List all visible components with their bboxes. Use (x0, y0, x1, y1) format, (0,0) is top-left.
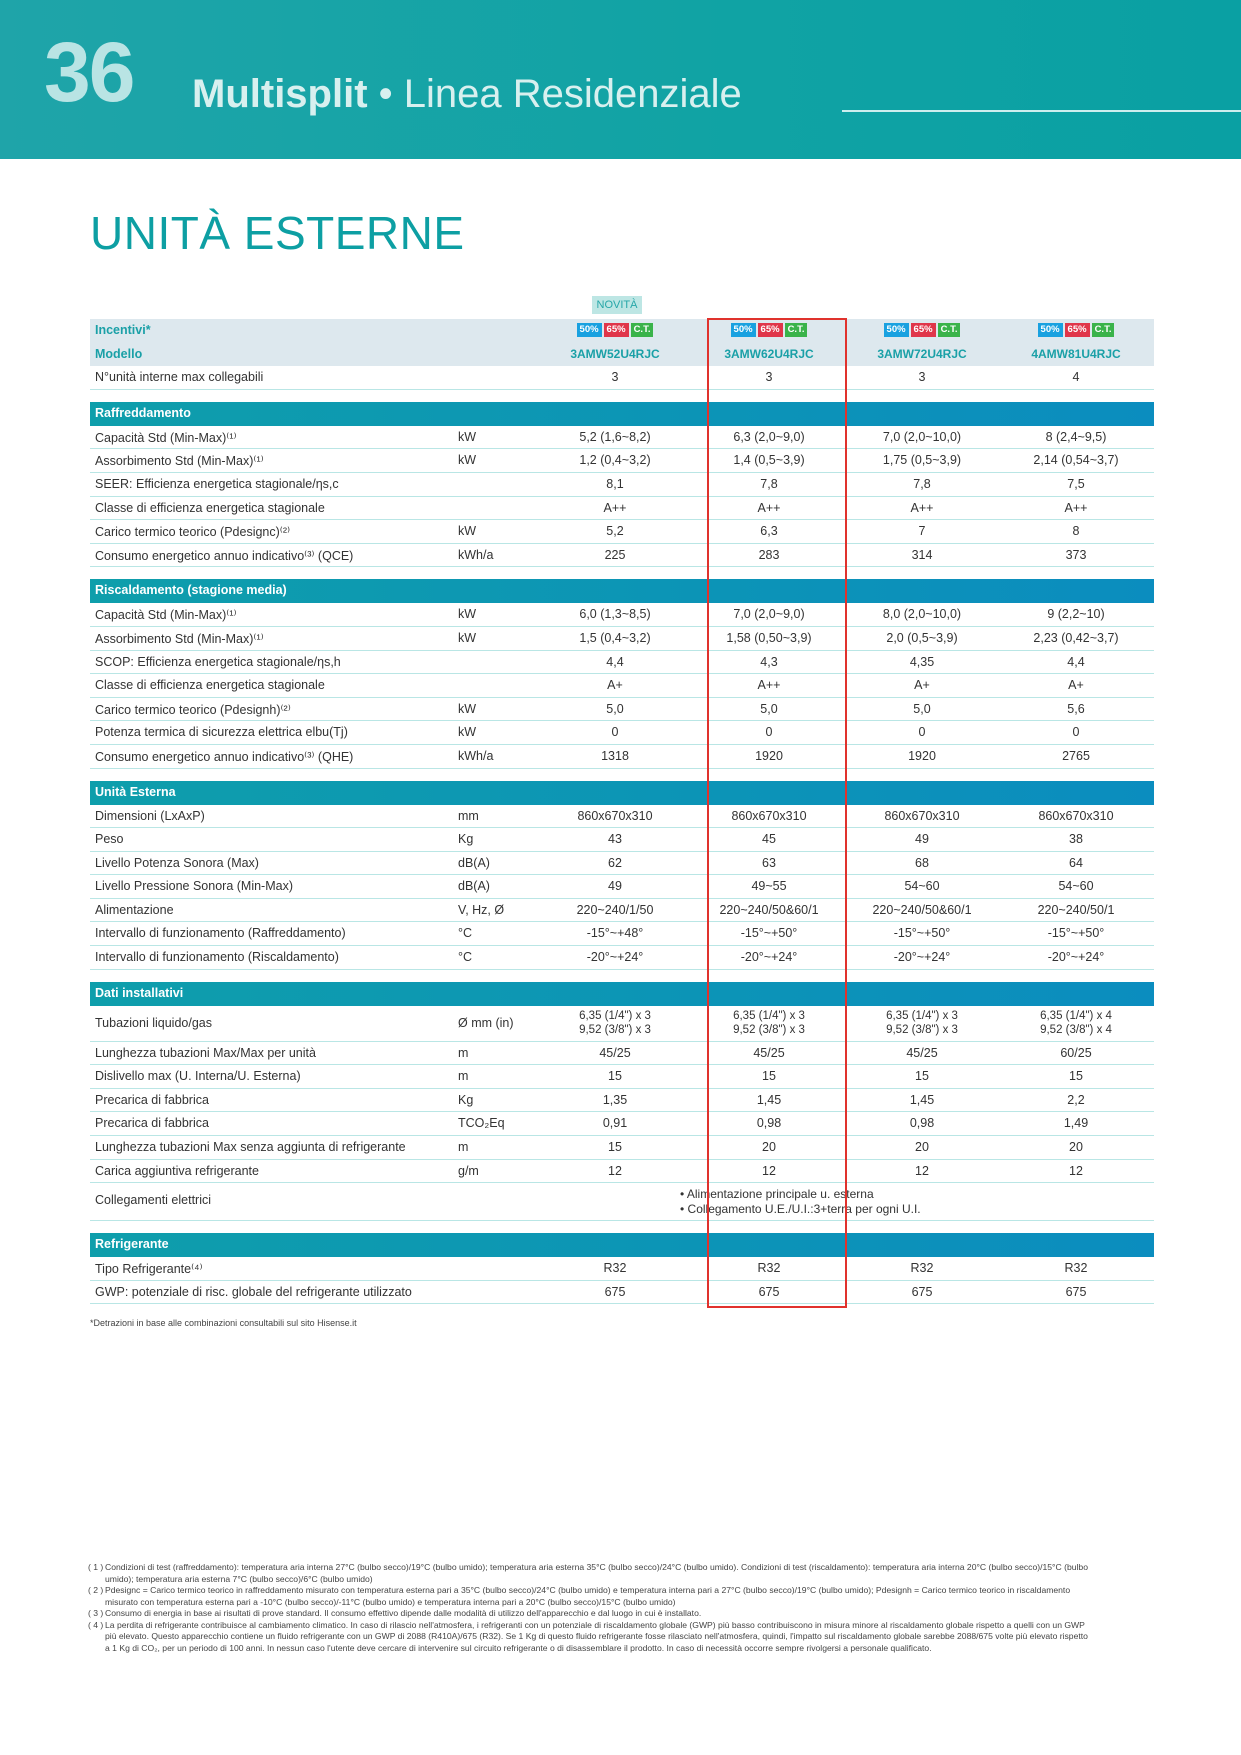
incentives-row (90, 319, 1154, 343)
row-unit: Kg (458, 832, 474, 847)
electrical-row (90, 1183, 1154, 1221)
cell-value: 220~240/50/1 (1037, 902, 1115, 917)
cell-value: 2,23 (0,42~3,7) (1033, 630, 1119, 645)
cell-value: 220~240/50&60/1 (719, 902, 819, 917)
incentive-badges (1016, 323, 1136, 337)
cell-value: A++ (757, 678, 781, 693)
cell-value: 2765 (1062, 748, 1090, 763)
cell-value: 62 (608, 855, 622, 870)
cell-value: 220~240/1/50 (576, 902, 654, 917)
cell-value: 15 (762, 1069, 776, 1084)
cell-value: 6,35 (1/4") x 3 9,52 (3/8") x 3 (733, 1009, 805, 1036)
cell-value: 5,0 (606, 701, 624, 716)
cell-value: 283 (758, 547, 780, 562)
row-label: Lunghezza tubazioni Max/Max per unità (95, 1045, 316, 1060)
cell-value: 12 (608, 1163, 622, 1178)
cell-value: 20 (1069, 1140, 1083, 1155)
cell-value: 1,75 (0,5~3,9) (882, 453, 962, 468)
cell-value: 860x670x310 (1038, 808, 1114, 823)
incentive-footnote: *Detrazioni in base alle combinazioni consultabili sul sito Hisense.it (90, 1318, 357, 1328)
table-row (90, 745, 1154, 769)
model-name: 3AMW72U4RJC (877, 346, 967, 361)
table-row (90, 627, 1154, 651)
row-unit: kW (458, 725, 477, 740)
footnotes (88, 1562, 1088, 1654)
header-title (192, 72, 742, 117)
header-title-separator: • (367, 72, 404, 116)
row-label: Classe di efficienza energetica stagionale (95, 500, 325, 515)
cell-value: 675 (911, 1284, 933, 1299)
table-row (90, 1042, 1154, 1066)
cell-value: 7 (918, 524, 926, 539)
table-row (90, 1257, 1154, 1281)
cell-value: 860x670x310 (577, 808, 653, 823)
table-row (90, 366, 1154, 390)
row-unit: g/m (458, 1163, 479, 1178)
row-label: Carico termico teorico (Pdesignh)⁽²⁾ (95, 702, 291, 717)
table-row (90, 497, 1154, 521)
cell-value: 12 (915, 1163, 929, 1178)
cell-value: 6,3 (2,0~9,0) (733, 429, 805, 444)
spec-table (90, 319, 1154, 1304)
cell-value: R32 (910, 1261, 934, 1276)
cell-value: 675 (758, 1284, 780, 1299)
row-label: Carica aggiuntiva refrigerante (95, 1163, 259, 1178)
footnote-text: Consumo di energia in base ai risultati di prove standard. Il consumo effettivo dipende dalle modalità di utilizzo dell'apparecchio e dal luogo in cui è installato. (105, 1608, 702, 1618)
badge-50: 50% (1038, 323, 1063, 337)
category-header (90, 781, 1154, 805)
table-row (90, 1136, 1154, 1160)
row-label: Alimentazione (95, 902, 174, 917)
cell-value: 12 (762, 1163, 776, 1178)
table-row (90, 473, 1154, 497)
header-divider (842, 110, 1241, 112)
cell-value: 3 (918, 370, 926, 385)
table-row (90, 875, 1154, 899)
cell-value: 0 (1072, 725, 1080, 740)
table-row (90, 544, 1154, 568)
row-unit: dB(A) (458, 879, 490, 894)
cell-value: 0,98 (756, 1116, 782, 1131)
row-label: Intervallo di funzionamento (Riscaldamento) (95, 950, 339, 965)
row-label: Intervallo di funzionamento (Raffreddamento) (95, 926, 346, 941)
cell-value: R32 (757, 1261, 781, 1276)
footnote-number: ( 2 ) (88, 1585, 104, 1595)
badge-50: 50% (884, 323, 909, 337)
incentives-label: Incentivi* (95, 323, 151, 337)
cell-value: -20°~+24° (1047, 950, 1105, 965)
cell-value: 7,8 (760, 476, 778, 491)
row-label: N°unità interne max collegabili (95, 370, 264, 385)
category-title: Raffreddamento (95, 405, 191, 420)
cell-value: 20 (762, 1140, 776, 1155)
cell-value: -15°~+50° (893, 926, 951, 941)
header-band (0, 0, 1241, 159)
cell-value: -20°~+24° (740, 950, 798, 965)
table-row (90, 946, 1154, 970)
footnote-item (88, 1620, 1088, 1655)
section-title: UNITÀ ESTERNE (90, 207, 465, 259)
row-label: SEER: Efficienza energetica stagionale/ηs,c (95, 476, 339, 491)
cell-value: 4 (1072, 370, 1080, 385)
cell-value: 1318 (601, 748, 629, 763)
row-label: Consumo energetico annuo indicativo⁽³⁾ (QCE) (95, 548, 354, 563)
cell-value: 0 (918, 725, 926, 740)
cell-value: -15°~+48° (586, 926, 644, 941)
cell-value: 314 (911, 547, 933, 562)
cell-value: R32 (1064, 1261, 1088, 1276)
incentive-badges (709, 323, 829, 337)
row-unit: mm (458, 808, 479, 823)
table-row (90, 426, 1154, 450)
row-label: Classe di efficienza energetica stagionale (95, 678, 325, 693)
category-title: Refrigerante (95, 1237, 169, 1252)
cell-value: -15°~+50° (740, 926, 798, 941)
table-row (90, 852, 1154, 876)
cell-value: 1920 (755, 748, 783, 763)
cell-value: 0 (611, 725, 619, 740)
row-label: Livello Potenza Sonora (Max) (95, 855, 259, 870)
row-label: Potenza termica di sicurezza elettrica elbu(Tj) (95, 725, 348, 740)
row-label: SCOP: Efficienza energetica stagionale/ηs,h (95, 654, 341, 669)
cell-value: 49~55 (751, 879, 787, 894)
cell-value: 8 (1072, 524, 1080, 539)
cell-value: 0,91 (602, 1116, 628, 1131)
badge-50: 50% (577, 323, 602, 337)
cell-value: 3 (611, 370, 619, 385)
cell-value: 15 (915, 1069, 929, 1084)
badge-65: 65% (1065, 323, 1090, 337)
row-unit: kW (458, 524, 477, 539)
cell-value: 45 (762, 832, 776, 847)
cell-value: 1,35 (602, 1092, 628, 1107)
table-row (90, 674, 1154, 698)
table-row (90, 1065, 1154, 1089)
cell-value: 1,49 (1063, 1116, 1089, 1131)
row-unit: TCO₂Eq (458, 1116, 505, 1131)
footnote-number: ( 1 ) (88, 1562, 104, 1572)
table-row (90, 1006, 1154, 1042)
cell-value: A++ (757, 500, 781, 515)
table-row (90, 520, 1154, 544)
novita-badge: NOVITÀ (592, 296, 642, 314)
footnote-text: La perdita di refrigerante contribuisce al cambiamento climatico. In caso di rilascio nell'atmosfera, i refrigeranti con un potenziale di riscaldamento globale (GWP) più basso contribuiscono in misura minore al riscaldamento globale rispetto a quelli con un GWP più elevato. Questo apparecchio contiene un fluido refrigerante con un GWP di 2088 (R410A)/675 (R32). Se 1 Kg di questo fluido refrigerante fosse rilasciato nell'atmosfera, quindi, l'impatto sul riscaldamento globale sarebbe 2088/675 volte più elevato rispetto a 1 Kg di CO₂, per un periodo di 100 anni. In nessun caso l'utente deve cercare di intervenire sul circuito refrigerante o di disassemblare il prodotto. In caso di necessità occorre sempre rivolgersi a personale qualificato. (105, 1619, 1088, 1653)
cell-value: 8,1 (606, 476, 624, 491)
footnote-text: Condizioni di test (raffreddamento): temperatura aria interna 27°C (bulbo secco)/19°C (bulbo umido); temperatura aria esterna 35°C (bulbo secco)/24°C (bulbo umido). Condizioni di test (riscaldamento): temperatura aria interna 20°C (bulbo secco)/15°C (bulbo umido); temperatura aria esterna 7°C (bulbo secco)/6°C (bulbo umido) (105, 1562, 1088, 1584)
cell-value: -15°~+50° (1047, 926, 1105, 941)
cell-value: 60/25 (1060, 1045, 1092, 1060)
cell-value: 860x670x310 (884, 808, 960, 823)
cell-value: 0 (765, 725, 773, 740)
category-header (90, 982, 1154, 1006)
cell-value: -20°~+24° (586, 950, 644, 965)
cell-value: 4,4 (606, 654, 624, 669)
cell-value: 220~240/50&60/1 (872, 902, 972, 917)
row-unit: kWh/a (458, 547, 494, 562)
row-label: Peso (95, 832, 124, 847)
row-label: Capacità Std (Min-Max)⁽¹⁾ (95, 608, 237, 623)
model-label: Modello (95, 346, 143, 361)
cell-value: 1,45 (909, 1092, 935, 1107)
header-title-rest: Linea Residenziale (403, 72, 742, 116)
row-unit: °C (458, 950, 473, 965)
row-unit: kW (458, 701, 477, 716)
footnote-item (88, 1562, 1088, 1585)
table-row (90, 1089, 1154, 1113)
row-unit: m (458, 1045, 469, 1060)
cell-value: 1,4 (0,5~3,9) (733, 453, 805, 468)
model-name: 3AMW52U4RJC (570, 346, 660, 361)
row-unit: Kg (458, 1092, 474, 1107)
cell-value: A++ (1064, 500, 1088, 515)
row-label: Consumo energetico annuo indicativo⁽³⁾ (QHE) (95, 749, 354, 764)
badge-ct: C.T. (938, 323, 961, 337)
badge-ct: C.T. (1092, 323, 1115, 337)
table-row (90, 1281, 1154, 1305)
cell-value: 9 (2,2~10) (1047, 607, 1105, 622)
cell-value: 1,58 (0,50~3,9) (726, 630, 812, 645)
model-row (90, 343, 1154, 367)
cell-value: 5,0 (913, 701, 931, 716)
electrical-line: • Collegamento U.E./U.I.:3+terra per ogni U.I. (680, 1202, 921, 1217)
cell-value: 373 (1065, 547, 1087, 562)
table-row (90, 603, 1154, 627)
cell-value: 3 (765, 370, 773, 385)
table-row (90, 805, 1154, 829)
row-unit: kW (458, 630, 477, 645)
cell-value: A+ (607, 678, 623, 693)
cell-value: 49 (915, 832, 929, 847)
category-title: Dati installativi (95, 985, 184, 1000)
row-label: Precarica di fabbrica (95, 1116, 209, 1131)
row-unit: kWh/a (458, 748, 494, 763)
row-label: Tubazioni liquido/gas (95, 1015, 212, 1030)
cell-value: 63 (762, 855, 776, 870)
row-unit: °C (458, 926, 473, 941)
badge-65: 65% (911, 323, 936, 337)
table-row (90, 721, 1154, 745)
model-name: 3AMW62U4RJC (724, 346, 814, 361)
row-label: Lunghezza tubazioni Max senza aggiunta di refrigerante (95, 1140, 406, 1155)
cell-value: 1,2 (0,4~3,2) (579, 453, 651, 468)
cell-value: 54~60 (1058, 879, 1094, 894)
cell-value: 15 (608, 1069, 622, 1084)
incentive-badges (555, 323, 675, 337)
cell-value: R32 (603, 1261, 627, 1276)
badge-65: 65% (604, 323, 629, 337)
page-number: 36 (44, 25, 134, 119)
cell-value: 7,0 (2,0~9,0) (733, 607, 805, 622)
cell-value: 5,2 (606, 524, 624, 539)
cell-value: 12 (1069, 1163, 1083, 1178)
cell-value: 6,35 (1/4") x 3 9,52 (3/8") x 3 (579, 1009, 651, 1036)
table-row (90, 1160, 1154, 1184)
cell-value: 15 (1069, 1069, 1083, 1084)
cell-value: 1,5 (0,4~3,2) (579, 630, 651, 645)
cell-value: 8,0 (2,0~10,0) (882, 607, 962, 622)
incentive-badges (862, 323, 982, 337)
cell-value: 4,35 (909, 654, 935, 669)
cell-value: 6,3 (760, 524, 778, 539)
cell-value: 2,0 (0,5~3,9) (886, 630, 958, 645)
cell-value: 1920 (908, 748, 936, 763)
cell-value: 5,6 (1067, 701, 1085, 716)
cell-value: 6,35 (1/4") x 3 9,52 (3/8") x 3 (886, 1009, 958, 1036)
cell-value: 64 (1069, 855, 1083, 870)
row-label: Livello Pressione Sonora (Min-Max) (95, 879, 293, 894)
cell-value: -20°~+24° (893, 950, 951, 965)
badge-50: 50% (731, 323, 756, 337)
cell-value: 860x670x310 (731, 808, 807, 823)
table-row (90, 1112, 1154, 1136)
cell-value: 7,5 (1067, 476, 1085, 491)
row-unit: V, Hz, Ø (458, 902, 505, 917)
cell-value: A++ (603, 500, 627, 515)
cell-value: 2,14 (0,54~3,7) (1033, 453, 1119, 468)
row-label: Capacità Std (Min-Max)⁽¹⁾ (95, 430, 237, 445)
electrical-line: • Alimentazione principale u. esterna (680, 1187, 874, 1202)
row-unit: kW (458, 429, 477, 444)
cell-value: 675 (604, 1284, 626, 1299)
row-unit: m (458, 1140, 469, 1155)
category-header (90, 579, 1154, 603)
cell-value: 5,0 (760, 701, 778, 716)
cell-value: 7,0 (2,0~10,0) (882, 429, 962, 444)
cell-value: 5,2 (1,6~8,2) (579, 429, 651, 444)
cell-value: 4,3 (760, 654, 778, 669)
row-label: Assorbimento Std (Min-Max)⁽¹⁾ (95, 454, 264, 469)
cell-value: 49 (608, 879, 622, 894)
row-label: GWP: potenziale di risc. globale del refrigerante utilizzato (95, 1284, 412, 1299)
cell-value: A+ (914, 678, 930, 693)
row-label: Carico termico teorico (Pdesignc)⁽²⁾ (95, 525, 291, 540)
row-label: Dislivello max (U. Interna/U. Esterna) (95, 1069, 301, 1084)
cell-value: 2,2 (1067, 1092, 1085, 1107)
cell-value: 43 (608, 832, 622, 847)
cell-value: 20 (915, 1140, 929, 1155)
cell-value: 15 (608, 1140, 622, 1155)
table-row (90, 922, 1154, 946)
cell-value: 0,98 (909, 1116, 935, 1131)
row-unit: m (458, 1069, 469, 1084)
electrical-connections (680, 1187, 980, 1217)
footnote-number: ( 3 ) (88, 1608, 104, 1618)
header-title-bold: Multisplit (192, 72, 368, 116)
row-unit: dB(A) (458, 855, 490, 870)
cell-value: 45/25 (599, 1045, 631, 1060)
cell-value: 68 (915, 855, 929, 870)
cell-value: 4,4 (1067, 654, 1085, 669)
row-unit: kW (458, 453, 477, 468)
cell-value: 54~60 (904, 879, 940, 894)
row-unit: Ø mm (in) (458, 1015, 514, 1030)
cell-value: 1,45 (756, 1092, 782, 1107)
category-title: Unità Esterna (95, 784, 176, 799)
table-row (90, 651, 1154, 675)
cell-value: 6,35 (1/4") x 4 9,52 (3/8") x 4 (1040, 1009, 1112, 1036)
footnote-item (88, 1608, 1088, 1620)
table-row (90, 698, 1154, 722)
row-label: Tipo Refrigerante⁽⁴⁾ (95, 1262, 203, 1277)
footnote-item (88, 1585, 1088, 1608)
cell-value: 7,8 (913, 476, 931, 491)
footnote-number: ( 4 ) (88, 1619, 104, 1630)
row-label: Collegamenti elettrici (95, 1193, 212, 1208)
badge-ct: C.T. (631, 323, 654, 337)
cell-value: 45/25 (753, 1045, 785, 1060)
cell-value: 8 (2,4~9,5) (1045, 429, 1107, 444)
cell-value: 6,0 (1,3~8,5) (579, 607, 651, 622)
cell-value: 45/25 (906, 1045, 938, 1060)
row-unit: kW (458, 607, 477, 622)
category-header (90, 402, 1154, 426)
badge-65: 65% (758, 323, 783, 337)
cell-value: 225 (604, 547, 626, 562)
model-name: 4AMW81U4RJC (1031, 346, 1121, 361)
badge-ct: C.T. (785, 323, 808, 337)
table-row (90, 899, 1154, 923)
category-title: Riscaldamento (stagione media) (95, 583, 287, 598)
cell-value: 38 (1069, 832, 1083, 847)
footnote-text: Pdesignc = Carico termico teorico in raffreddamento misurato con temperatura esterna pari a 35°C (bulbo secco)/24°C (bulbo umido) e temperatura interna pari a 27°C (bulbo secco)/19°C (bulbo umido); Pdesignh = Carico termico teorico in riscaldamento misurato con temperatura esterna pari a -10°C (bulbo secco)/-11°C (bulbo umido) e temperatura interna pari a 20°C (bulbo secco)/15°C (bulbo umido) (105, 1585, 1071, 1607)
cell-value: A+ (1068, 678, 1084, 693)
cell-value: A++ (910, 500, 934, 515)
category-header (90, 1233, 1154, 1257)
table-row (90, 449, 1154, 473)
row-label: Assorbimento Std (Min-Max)⁽¹⁾ (95, 631, 264, 646)
row-label: Dimensioni (LxAxP) (95, 808, 205, 823)
table-row (90, 828, 1154, 852)
row-label: Precarica di fabbrica (95, 1092, 209, 1107)
cell-value: 675 (1065, 1284, 1087, 1299)
